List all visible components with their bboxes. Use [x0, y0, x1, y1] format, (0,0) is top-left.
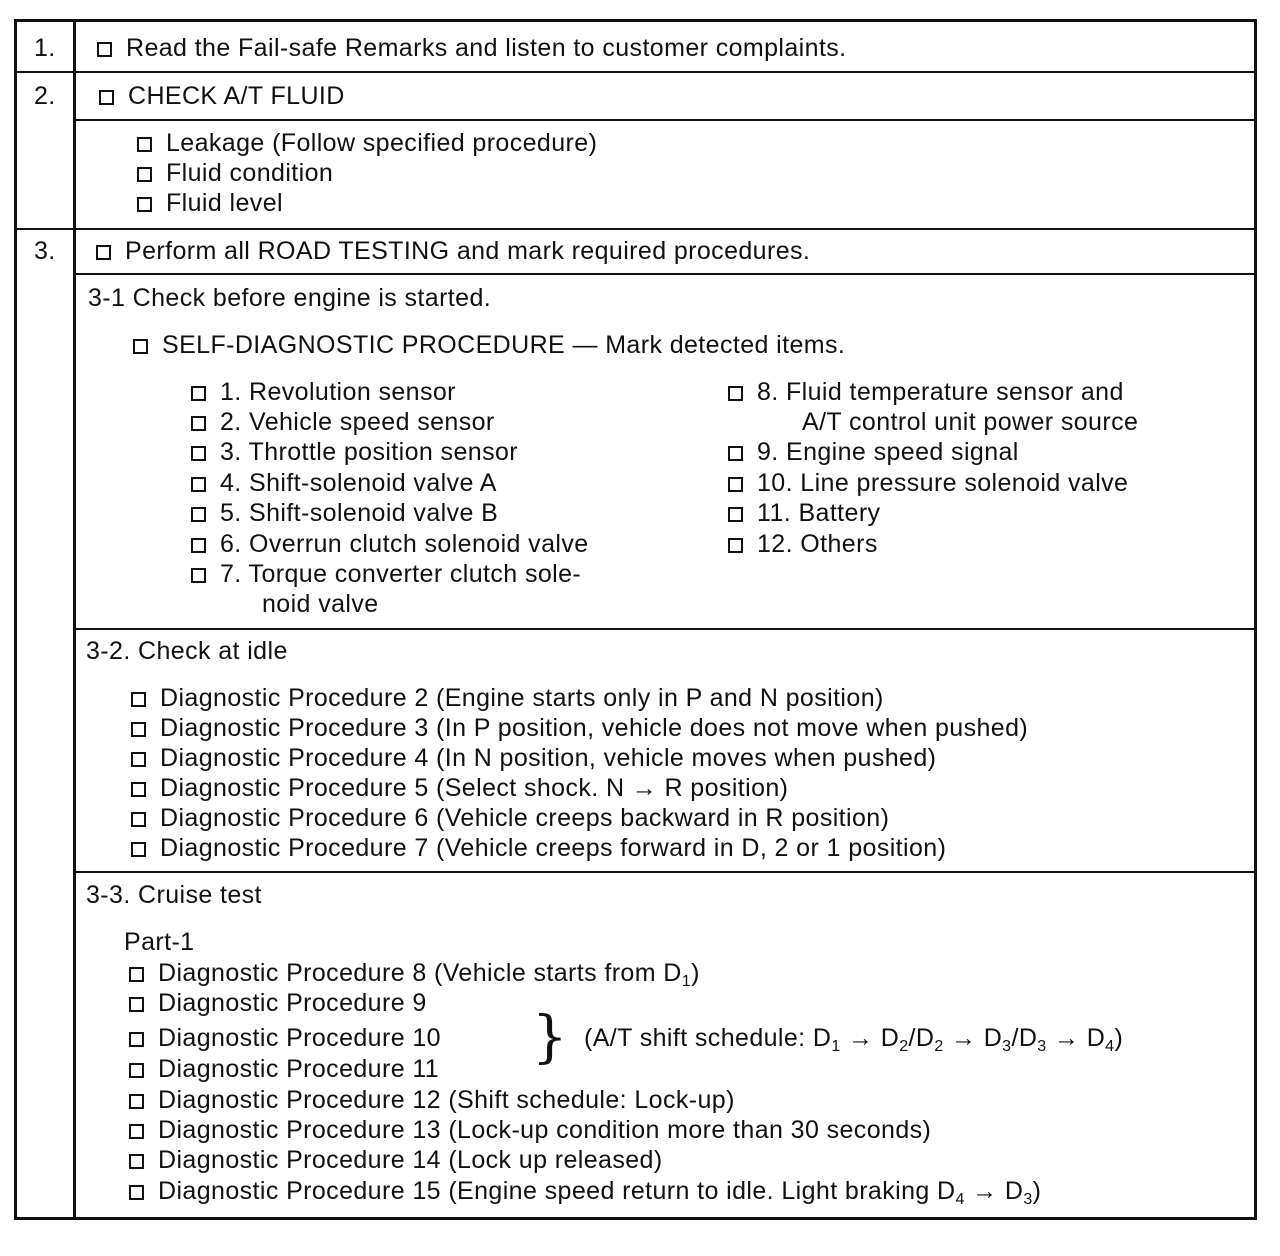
item-checkbox[interactable]	[131, 752, 146, 767]
item-checkbox[interactable]	[129, 967, 144, 982]
fluid-level-checkbox[interactable]	[137, 197, 152, 212]
leakage-checkbox[interactable]	[137, 137, 152, 152]
self-diag-item: 11. Battery	[728, 498, 880, 528]
item-checkbox[interactable]	[131, 782, 146, 797]
section-divider	[74, 273, 1257, 275]
fluid-check-item: Fluid condition	[137, 158, 333, 188]
item-checkbox[interactable]	[131, 692, 146, 707]
idle-check-item: Diagnostic Procedure 3 (In P position, vehicle does not move when pushed)	[131, 713, 1028, 743]
idle-check-item: Diagnostic Procedure 4 (In N position, vehicle moves when pushed)	[131, 743, 936, 773]
self-diag-item: 12. Others	[728, 529, 878, 559]
item-checkbox[interactable]	[191, 477, 206, 492]
item-checkbox[interactable]	[728, 507, 743, 522]
row-divider	[14, 71, 1257, 73]
cruise-item: Diagnostic Procedure 8 (Vehicle starts from $D_1$)	[129, 958, 700, 988]
self-diag-item: 8. Fluid temperature sensor and	[728, 377, 1124, 407]
step-3-title: Perform all ROAD TESTING and mark required procedures.	[125, 237, 811, 265]
item-checkbox[interactable]	[129, 1154, 144, 1169]
cruise-item: Diagnostic Procedure 12 (Shift schedule: Lock-up)	[129, 1085, 735, 1115]
item-checkbox[interactable]	[129, 1094, 144, 1109]
step-1-row	[97, 33, 847, 63]
shift-schedule-note: (A/T shift schedule: $D_1 \to D_2/D_2 \to D_3/D_3 \to D_4$)	[584, 1024, 1124, 1055]
part-1-label: Part-1	[124, 928, 195, 956]
self-diagnostic-row: SELF-DIAGNOSTIC PROCEDURE — Mark detected items.	[133, 330, 845, 360]
section-3-1-heading: 3-1 Check before engine is started.	[88, 284, 492, 312]
self-diag-item: 10. Line pressure solenoid valve	[728, 468, 1128, 498]
self-diag-item: 7. Torque converter clutch sole-	[191, 559, 581, 589]
step-1-text: Read the Fail-safe Remarks and listen to customer complaints.	[126, 34, 847, 62]
item-checkbox[interactable]	[728, 386, 743, 401]
section-divider	[74, 628, 1257, 630]
item-checkbox[interactable]	[191, 416, 206, 431]
step-1-checkbox[interactable]	[97, 42, 112, 57]
self-diag-item-continuation: A/T control unit power source	[802, 408, 1139, 436]
item-checkbox[interactable]	[129, 1185, 144, 1200]
idle-check-item: Diagnostic Procedure 5 (Select shock. N → R position)	[131, 773, 788, 803]
step-2-checkbox[interactable]	[99, 90, 114, 105]
item-checkbox[interactable]	[131, 842, 146, 857]
step-3-checkbox[interactable]	[96, 245, 111, 260]
idle-check-item: Diagnostic Procedure 2 (Engine starts only in P and N position)	[131, 683, 884, 713]
cruise-item: Diagnostic Procedure 9	[129, 988, 427, 1018]
item-checkbox[interactable]	[129, 1124, 144, 1139]
section-3-3-heading: 3-3. Cruise test	[86, 881, 262, 909]
cruise-item: Diagnostic Procedure 11	[129, 1054, 439, 1084]
fluid-check-item: Leakage (Follow specified procedure)	[137, 128, 597, 158]
number-column-divider	[73, 19, 76, 1220]
cruise-item: Diagnostic Procedure 13 (Lock-up condition more than 30 seconds)	[129, 1115, 931, 1145]
item-checkbox[interactable]	[191, 538, 206, 553]
item-checkbox[interactable]	[191, 386, 206, 401]
self-diag-item: 9. Engine speed signal	[728, 437, 1019, 467]
grouping-brace: }	[532, 1005, 569, 1070]
item-checkbox[interactable]	[129, 1032, 144, 1047]
step-2-title: CHECK A/T FLUID	[128, 82, 345, 110]
fluid-condition-checkbox[interactable]	[137, 167, 152, 182]
step-2-title-row	[99, 81, 345, 111]
item-checkbox[interactable]	[191, 507, 206, 522]
item-checkbox[interactable]	[131, 722, 146, 737]
item-checkbox[interactable]	[129, 997, 144, 1012]
self-diag-item: 4. Shift-solenoid valve A	[191, 468, 497, 498]
fluid-check-item: Fluid level	[137, 188, 283, 218]
item-checkbox[interactable]	[131, 812, 146, 827]
step-3-title-row	[96, 236, 810, 266]
section-3-2-heading: 3-2. Check at idle	[86, 637, 288, 665]
self-diag-item: 6. Overrun clutch solenoid valve	[191, 529, 589, 559]
step-2-number: 2.	[34, 82, 56, 110]
step-3-number: 3.	[34, 237, 56, 265]
idle-check-item: Diagnostic Procedure 6 (Vehicle creeps backward in R position)	[131, 803, 889, 833]
item-checkbox[interactable]	[191, 568, 206, 583]
section-divider	[74, 871, 1257, 873]
idle-check-item: Diagnostic Procedure 7 (Vehicle creeps forward in D, 2 or 1 position)	[131, 833, 946, 863]
self-diag-item-continuation: noid valve	[262, 590, 379, 618]
self-diag-item: 5. Shift-solenoid valve B	[191, 498, 498, 528]
self-diagnostic-checkbox[interactable]	[133, 339, 148, 354]
section-divider	[74, 119, 1257, 121]
self-diag-item: 1. Revolution sensor	[191, 377, 456, 407]
self-diag-item: 3. Throttle position sensor	[191, 437, 518, 467]
item-checkbox[interactable]	[728, 538, 743, 553]
item-checkbox[interactable]	[191, 446, 206, 461]
item-checkbox[interactable]	[728, 446, 743, 461]
item-checkbox[interactable]	[129, 1063, 144, 1078]
self-diag-item: 2. Vehicle speed sensor	[191, 407, 495, 437]
cruise-item: Diagnostic Procedure 10	[129, 1023, 441, 1053]
item-checkbox[interactable]	[728, 477, 743, 492]
step-1-number: 1.	[34, 34, 56, 62]
cruise-item: Diagnostic Procedure 14 (Lock up released)	[129, 1145, 663, 1175]
cruise-item: Diagnostic Procedure 15 (Engine speed return to idle. Light braking $D_4 \to D_3$)	[129, 1176, 1041, 1206]
row-divider	[14, 228, 1257, 230]
